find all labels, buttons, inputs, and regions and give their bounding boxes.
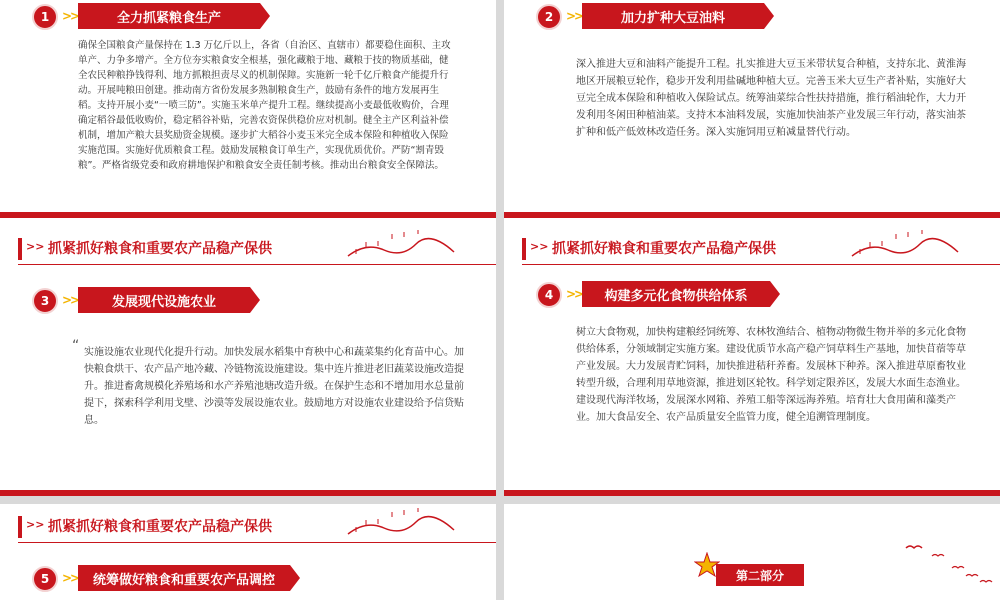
section-title: 加力扩种大豆油料 <box>582 3 764 29</box>
chevron-right-icon: >> <box>26 518 45 531</box>
section-body-text: 树立大食物观，加快构建粮经饲统筹、农林牧渔结合、植物动物微生物并举的多元化食物供给体系，分领域制定实施方案。建设优质节水高产稳产饲草料生产基地，加快苜蓿等草产业发展。大力发展青贮饲料，加快推进秸秆养畜。发展林下种养。深入推进草原畜牧业转型升级，合理利用草地资源，推进划区轮牧。科学划定限养区，发展大水面生态渔业。建设现代海洋牧场，发展深水网箱、养殖工船等深远海养殖。培育壮大食用菌和藻类产业。加大食品安全、农产品质量安全监管力度，健全追溯管理制度。 <box>576 327 966 423</box>
great-wall-icon <box>346 508 456 542</box>
flying-birds-icon <box>896 538 996 598</box>
section-title: 统筹做好粮食和重要农产品调控 <box>78 565 290 591</box>
slide-header <box>0 504 496 540</box>
chevron-right-icon: >> <box>566 287 583 301</box>
chevron-right-icon: >> <box>62 293 79 307</box>
section-number-badge: 4 <box>536 282 562 308</box>
header-accent-bar <box>18 516 22 538</box>
slide-bottom-bar <box>504 490 1000 496</box>
great-wall-icon <box>346 230 456 264</box>
header-title: 抓紧抓好粮食和重要农产品稳产保供 <box>48 519 272 535</box>
header-accent-bar <box>522 238 526 260</box>
section-body-text: 确保全国粮食产量保持在 1.3 万亿斤以上，各省（自治区、直辖市）都要稳住面积、主攻单产、力争多增产。全方位夯实粮食安全根基，强化藏粮于地、藏粮于技的物质基础，健全农民种粮挣钱得利、地方抓粮担责尽义的机制保障。实施新一轮千亿斤粮食产能提升行动。开展吨粮田创建。推动南方省份发展多熟制粮食生产，鼓励有条件的地方发展再生稻。支持开展小麦“一喷三防”。实施玉米单产提升工程。继续提高小麦最低收购价，合理确定稻谷最低收购价，稳定稻谷补贴，完善农资保供稳价应对机制。健全主产区利益补偿机制，增加产粮大县奖励资金规模。逐步扩大稻谷小麦玉米完全成本保险和种植收入保险实施范围。实施好优质粮食工程。鼓励发展粮食订单生产，实现优质优价。严防“割青毁粮”。严格省级党委和政府耕地保护和粮食安全责任制考核。推动出台粮食安全保障法。 <box>78 40 451 171</box>
slide-6 <box>504 504 1000 600</box>
slide-bottom-bar <box>504 212 1000 218</box>
section-body-text: 实施设施农业现代化提升行动。加快发展水稻集中育秧中心和蔬菜集约化育苗中心。加快粮食烘干、农产品产地冷藏、冷链物流设施建设。集中连片推进老旧蔬菜设施改造提升。推进畜禽规模化养殖场和水产养殖池塘改造升级。在保护生态和不增加用水总量前提下，探索科学利用戈壁、沙漠等发展设施农业。鼓励地方对设施农业建设给予信贷贴息。 <box>84 347 464 426</box>
chevron-right-icon: >> <box>62 571 79 585</box>
header-title: 抓紧抓好粮食和重要农产品稳产保供 <box>552 241 776 257</box>
quote-mark: “ <box>72 338 80 354</box>
chevron-right-icon: >> <box>530 240 549 253</box>
header-divider <box>522 264 1000 265</box>
chevron-right-icon: >> <box>26 240 45 253</box>
section-number-badge: 5 <box>32 566 58 592</box>
header-divider <box>18 542 496 543</box>
header-title: 抓紧抓好粮食和重要农产品稳产保供 <box>48 241 272 257</box>
slide-bottom-bar <box>0 212 496 218</box>
slide-3 <box>0 226 496 496</box>
section-body-text: 深入推进大豆和油料产能提升工程。扎实推进大豆玉米带状复合种植，支持东北、黄淮海地区开展粮豆轮作，稳步开发利用盐碱地种植大豆。完善玉米大豆生产者补贴，实施好大豆完全成本保险和种植收入保险试点。统筹油菜综合性扶持措施，推行稻油轮作，大力开发利用冬闲田种植油菜。支持木本油料发展，实施加快油茶产业发展三年行动，落实油茶扩种和低产低效林改造任务。深入实施饲用豆粕减量替代行动。 <box>576 59 966 138</box>
slide-4 <box>504 226 1000 496</box>
header-accent-bar <box>18 238 22 260</box>
section-title: 构建多元化食物供给体系 <box>582 281 770 307</box>
slide-header <box>0 226 496 262</box>
chevron-right-icon: >> <box>566 9 583 23</box>
section-number-badge: 2 <box>536 4 562 30</box>
slide-bottom-bar <box>0 490 496 496</box>
section-number-badge: 3 <box>32 288 58 314</box>
slide-header <box>504 226 1000 262</box>
part-label: 第二部分 <box>716 564 804 586</box>
section-title: 全力抓紧粮食生产 <box>78 3 260 29</box>
section-number-badge: 1 <box>32 4 58 30</box>
chevron-right-icon: >> <box>62 9 79 23</box>
great-wall-icon <box>850 230 960 264</box>
header-divider <box>18 264 496 265</box>
slide-5 <box>0 504 496 600</box>
section-title: 发展现代设施农业 <box>78 287 250 313</box>
